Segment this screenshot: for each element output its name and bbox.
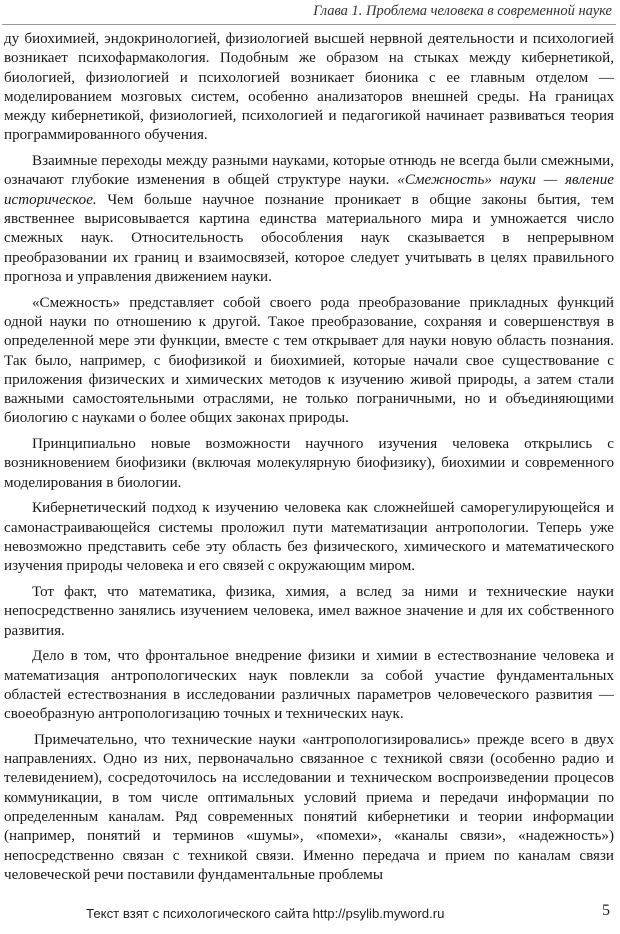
- footer-source-note: Текст взят с психологического сайта http://psylib.myword.ru: [86, 906, 445, 921]
- paragraph-text: Примечательно, что технические науки «антропологизировались» прежде всего в двух направлениях. Одно из них, первоначально связанное с техникой связи (особенно радио и телевидением), сосредоточилось на исследовании и техническом воспроизведении процесов коммуникации, в том числе оптимальных условий приема и передачи информации по определенным каналам. Ряд современных понятий кибернетики и теории информации (например, понятий и терминов «шумы», «помехи», «каналы связи», «надежность») непосредственно связан с техникой связи. Именно передача и прием по каналам связи человеческой речи поставили фундаментальные проблемы: [4, 731, 614, 883]
- paragraph: [4, 294, 614, 429]
- body-text: [4, 30, 614, 892]
- paragraph-text: Дело в том, что фронтальное внедрение физики и химии в естествознание человека и математизация антропологических наук повлекли за собой участие фундаментальных областей естествознания в исследовании различных параметров человеческого развития — своеобразную антропологизацию точных и технических наук.: [4, 648, 614, 723]
- paragraph-text: Взаимные переходы между разными науками, которые отнюдь не всегда были смежными, означают глубокие изменения в общей структуре науки.: [4, 153, 614, 189]
- paragraph-text: Принципиально новые возможности научного изучения человека открылись с возникновением биофизики (включая молекулярную биофизику), биохимии и современного моделирования в биологии.: [4, 436, 614, 491]
- paragraph-text: Кибернетический подход к изучению человека как сложнейшей саморегулирующейся и самонастраивающейся системы проложил пути математизации антропологии. Теперь уже невозможно представить себе эту область без физического, химического и математического изучения природы человека и его связей с окружающим миром.: [4, 500, 614, 575]
- running-header: Глава 1. Проблема человека в современной науке: [313, 3, 612, 19]
- paragraph: [4, 152, 614, 287]
- paragraph: [4, 435, 614, 493]
- paragraph-text: «Смежность» представляет собой своего рода преобразование прикладных функций одной науки по отношению к другой. Такое преобразование, сохраняя и совершенствуя в определенной мере эти функции, вместе с тем открывает для науки новую область познания. Так было, например, с биофизикой и биохимией, которые начали свое существование с приложения физических и химических методов к изучению живой природы, а затем стали важными самостоятельными отраслями, не только пограничными, но и объединяющими биологию с науками о более общих законах природы.: [4, 294, 614, 427]
- header-rule: [2, 24, 616, 25]
- paragraph: [4, 30, 614, 146]
- paragraph-text: ду биохимией, эндокринологией, физиологией высшей нервной деятельности и психологией возникает психофармакология. Подобным же образом на стыках между кибернетикой, биологией, физиологией и психологией возникает бионика с ее главным отделом — моделированием мозговых систем, особенно анализаторов внешней среды. На границах между кибернетикой, физиологией, психологией и педагогикой начинает развиваться теория программированного обучения.: [4, 31, 614, 144]
- paragraph: [4, 731, 614, 885]
- emphasized-text: «Смежность» науки — явление историческое.: [4, 172, 614, 208]
- paragraph: [4, 499, 614, 576]
- paragraph-text: Тот факт, что математика, физика, химия, а вслед за ними и технические науки непосредственно занялись изучением человека, имел важное значение и для их собственного развития.: [4, 583, 614, 639]
- paragraph-text: Чем больше научное познание проникает в общие законы бытия, тем явственнее вырисовывается картина единства материального мира и умножается число смежных наук. Относительность обособления наук сказывается в непрерывном преобразовании их границ и взаимосвязей, которое следует учитывать в целях правильного прогноза и управления движением науки.: [4, 191, 614, 285]
- paragraph: [4, 583, 614, 641]
- paragraph: [4, 647, 614, 724]
- page-number: 5: [602, 902, 610, 919]
